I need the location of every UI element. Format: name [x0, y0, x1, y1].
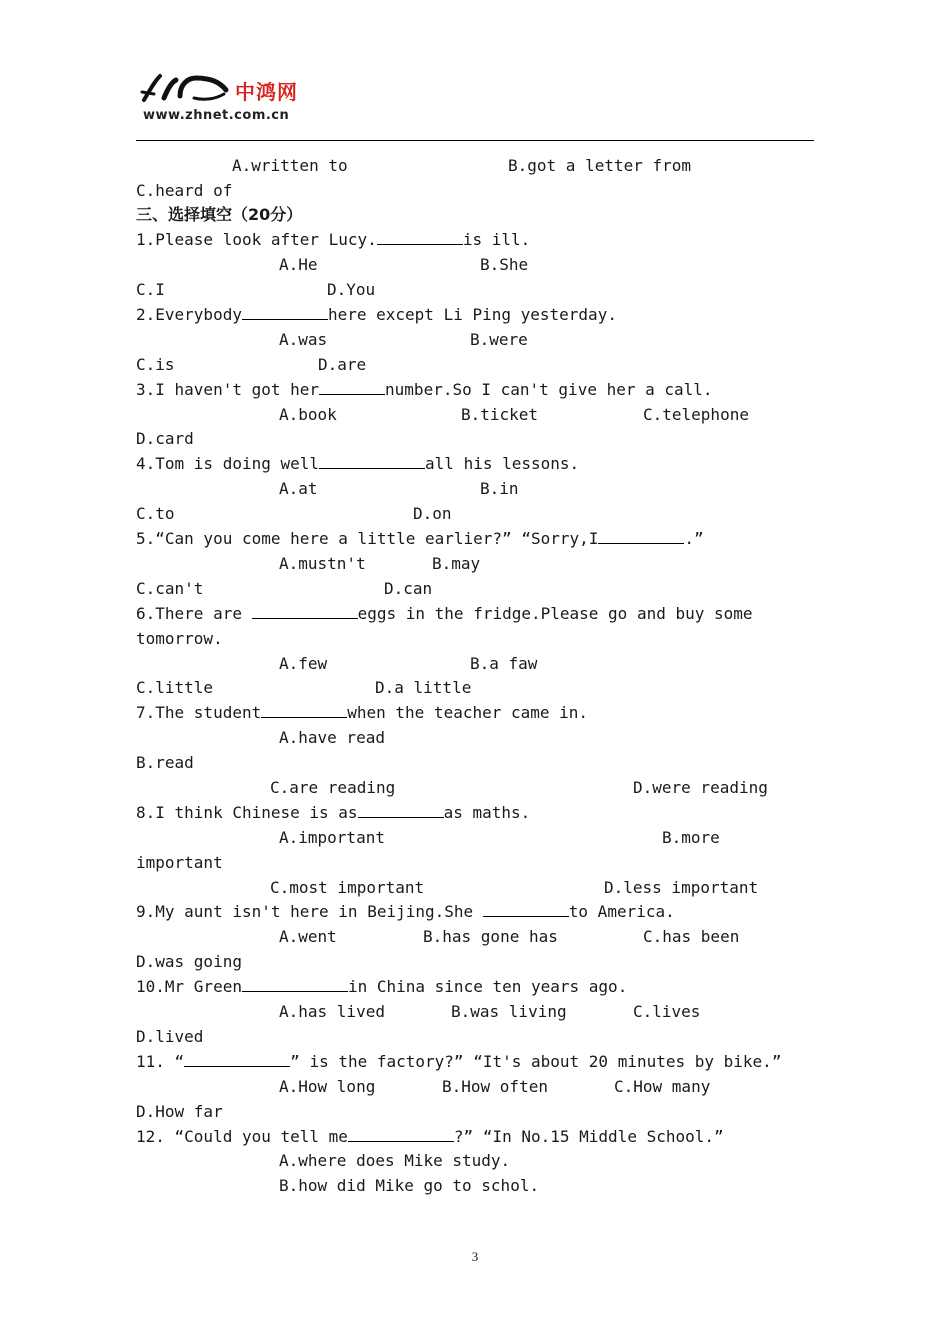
option-d: D.How far [136, 1102, 223, 1121]
answer-blank [377, 230, 463, 245]
option-b: B.was living [451, 1002, 567, 1021]
answer-blank [252, 604, 358, 619]
option-d: D.less important [604, 878, 759, 897]
question-text: to America. [568, 902, 675, 921]
question-text: 6.There are [136, 604, 252, 623]
site-logo [140, 70, 310, 130]
question-text: 3.I haven't got her [136, 380, 320, 399]
option-a: A.went [279, 927, 337, 946]
question-9 [136, 902, 675, 922]
question-7 [136, 703, 588, 723]
option-c: C.has been [643, 927, 740, 946]
question-11 [136, 1052, 781, 1072]
question-10 [136, 977, 627, 997]
answer-blank [242, 977, 348, 992]
option-d: D.You [327, 280, 376, 299]
option-c: C.are reading [270, 778, 396, 797]
option-c: C.lives [633, 1002, 701, 1021]
option-a: A.mustn't [279, 554, 366, 573]
option-b: B.how did Mike go to schol. [279, 1176, 540, 1195]
option-a: A.book [279, 405, 337, 424]
question-5 [136, 529, 704, 549]
question-text: here except Li Ping yesterday. [327, 305, 617, 324]
brush-logo-icon [140, 70, 232, 106]
question-text: 8.I think Chinese is as [136, 803, 358, 822]
option-a: A.How long [279, 1077, 376, 1096]
option-a: A.was [279, 330, 328, 349]
answer-blank [242, 305, 328, 320]
question-text: tomorrow. [136, 629, 223, 648]
option-b: B.a faw [470, 654, 538, 673]
question-text: 2.Everybody [136, 305, 242, 324]
answer-blank [319, 454, 425, 469]
answer-blank [184, 1052, 290, 1067]
question-1 [136, 230, 530, 250]
option-b: B.has gone has [423, 927, 558, 946]
answer-blank [348, 1127, 454, 1142]
question-text: 1.Please look after Lucy. [136, 230, 377, 249]
option-a: A.have read [279, 728, 385, 747]
page-number: 3 [471, 1249, 479, 1264]
question-3 [136, 380, 713, 400]
question-text: 12. “Could you tell me [136, 1127, 348, 1146]
option-c: C.How many [614, 1077, 711, 1096]
option-c: C.heard of [136, 181, 233, 200]
option-b: B.She [480, 255, 529, 274]
question-text: ?” “In No.15 Middle School.” [453, 1127, 724, 1146]
option-c: C.little [136, 678, 214, 697]
answer-blank [598, 529, 684, 544]
answer-blank [358, 803, 444, 818]
question-text: .” [684, 529, 704, 548]
option-d: D.was going [136, 952, 242, 971]
option-c: C.I [136, 280, 165, 299]
question-text: 9.My aunt isn't here in Beijing.She [136, 902, 483, 921]
option-d: D.lived [136, 1027, 204, 1046]
option-b: B.more [662, 828, 720, 847]
option-a: A.where does Mike study. [279, 1151, 511, 1170]
option-d: D.were reading [633, 778, 768, 797]
option-c: C.to [136, 504, 175, 523]
option-b: B.got a letter from [508, 156, 692, 175]
question-text: all his lessons. [425, 454, 580, 473]
option-a: A.at [279, 479, 318, 498]
question-8 [136, 803, 530, 823]
option-b-continued: important [136, 853, 223, 872]
question-text: is ill. [462, 230, 531, 249]
option-b: B.ticket [461, 405, 539, 424]
question-12 [136, 1127, 724, 1147]
question-text: 7.The student [136, 703, 262, 722]
option-c: C.is [136, 355, 175, 374]
option-d: D.can [384, 579, 433, 598]
option-b: B.in [480, 479, 519, 498]
option-c: C.can't [136, 579, 204, 598]
question-text: 10.Mr Green [136, 977, 242, 996]
answer-blank [483, 902, 569, 917]
question-6 [136, 604, 753, 624]
section-title: 三、选择填空（20分） [136, 205, 303, 224]
question-text: eggs in the fridge.Please go and buy some [357, 604, 753, 623]
question-text: in China since ten years ago. [347, 977, 628, 996]
option-a: A.important [279, 828, 385, 847]
question-text: 5.“Can you come here a little earlier?” “Sorry,I [136, 529, 599, 548]
answer-blank [319, 380, 385, 395]
option-c: C.most important [270, 878, 425, 897]
logo-brand-name: 中鸿网 [235, 80, 298, 104]
question-text: 4.Tom is doing well [136, 454, 320, 473]
question-2 [136, 305, 617, 325]
header-divider [136, 140, 814, 141]
question-text: ” is the factory?” “It's about 20 minutes by bike.” [290, 1052, 782, 1071]
option-b: B.read [136, 753, 194, 772]
option-a: A.few [279, 654, 328, 673]
answer-blank [261, 703, 347, 718]
question-text: when the teacher came in. [347, 703, 589, 722]
option-d: D.are [318, 355, 367, 374]
question-text: 11. “ [136, 1052, 185, 1071]
option-a: A.He [279, 255, 318, 274]
option-a: A.has lived [279, 1002, 385, 1021]
option-d: D.on [413, 504, 452, 523]
question-text: number.So I can't give her a call. [385, 380, 713, 399]
option-d: D.a little [375, 678, 472, 697]
option-d: D.card [136, 429, 194, 448]
question-4 [136, 454, 579, 474]
option-a: A.written to [232, 156, 348, 175]
option-b: B.were [470, 330, 528, 349]
question-text: as maths. [443, 803, 531, 822]
option-b: B.may [432, 554, 481, 573]
option-c: C.telephone [643, 405, 749, 424]
logo-url: www.zhnet.com.cn [143, 108, 290, 123]
option-b: B.How often [442, 1077, 548, 1096]
